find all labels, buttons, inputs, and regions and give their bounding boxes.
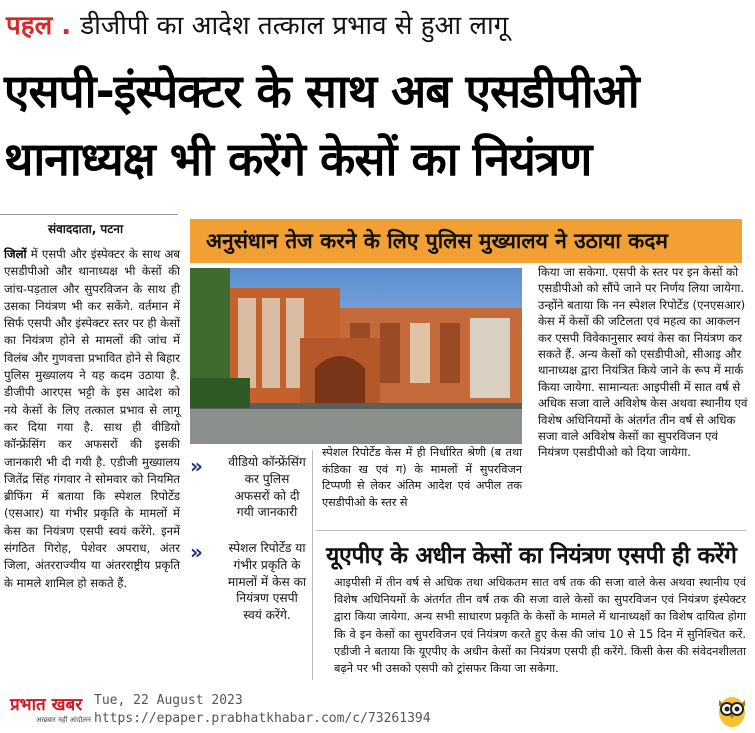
left-column (4, 246, 180, 592)
byline: संवाददाता, पटना (48, 222, 124, 236)
police-hq-photo (190, 268, 522, 444)
column-divider (312, 450, 313, 680)
chevron-right-icon: » (190, 454, 203, 478)
highlight-box-2 (190, 540, 308, 624)
left-column-body: में एसपी और इंस्पेक्टर के साथ अब एसडीपीओ और थानाध्यक्ष भी केसों की जांच-पड़ताल और सुपरविजन के साथ ही उसका नियंत्रण भी कर सकेंगे. वर्तमान में सिर्फ एसपी और इंस्पेक्टर स्तर पर ही केसों का नियंत्रण होने से मामलों की जांच में विलंब और गुणवत्ता प्रभावित होने से बिहार पुलिस मुख्यालय ने यह कदम उठाया है. डीजीपी आरएस भट्टी के इस आदेश को नये केसों के लिए तत्काल प्रभाव से लागू कर दिया गया है. साथ ही वीडियो कॉन्फ्रेंसिंग कर अफसरों की इसकी जानकारी भी दी गयी है. एडीजी मुख्यालय जितेंद्र सिंह गंगवार ने सोमवार को नियमित ब्रीफिंग में बताया कि स्पेशल रिपोर्टेड (एसआर) या गंभीर प्रकृति के मामलों में केस का नियंत्रण एसपी स्वयं करेंगे. इनमें संगठित गिरोह, पेशेवर अपराध, अंतर जिला, अंतरराज्यीय या अंतरराष्ट्रीय प्रकृति के मामले शामिल हो सकते हैं. (4, 247, 180, 590)
source-url[interactable]: https://epaper.prabhatkhabar.com/c/73261394 (94, 711, 431, 726)
section-banner: अनुसंधान तेज करने के लिए पुलिस मुख्यालय ने उठाया कदम (190, 219, 742, 263)
kicker-label: पहल . (6, 11, 72, 41)
divider (0, 214, 178, 215)
right-column: किया जा सकेगा. एसपी के स्तर पर इन केसों को एसडीपीओ को सौंपे जाने पर निर्णय लिया जायेगा. उन्होंने बताया कि नन स्पेशल रिपोर्टेड (एनएसआर) केस में केसों की जटिलता एवं महत्व का आकलन कर एसपी विवेकानुसार स्वयं केस का नियंत्रण कर सकते हैं. अन्य केसों को एसडीपीओ, सीआइ और थानाध्यक्ष द्वारा नियंत्रित किये जाने के रूप में मार्क किया जायेगा. सामान्यतः आइपीसी में सात वर्ष से अधिक सजा वाले अविशेष केस अथवा स्थानीय एवं विशेष अधिनियमों के अंतर्गत तीन वर्ष से अधिक सजा वाले अविशेष केसों का सुपरविजन एवं नियंत्रण एसडीपीओ को दिया जायेगा. (538, 265, 748, 460)
highlight-box-1 (190, 454, 308, 521)
headline-line-2: थानाध्यक्ष भी करेंगे केसों का नियंत्रण (4, 132, 592, 186)
photo-caption: स्पेशल रिपोर्टेड केस में ही निर्धारित श्रेणी (ब तथा कंडिका ख एवं ग) के मामलों में सुपरविजन टिप्पणी से लेकर अंतिम आदेश एवं अपील तक एसडीपीओ के स्तर से (322, 446, 522, 509)
lead-word: जिलों (4, 247, 27, 261)
owl-icon (716, 692, 748, 728)
brand-logo: प्रभात खबर (10, 695, 83, 715)
highlight-text: स्पेशल रिपोर्टेड या गंभीर प्रकृति के मामलों में केस का नियंत्रण एसपी स्वयं करेंगे. (227, 541, 307, 623)
publish-date: Tue, 22 August 2023 (94, 693, 243, 708)
bottom-article-text: आइपीसी में तीन वर्ष से अधिक तथा अधिकतम सात वर्ष तक की सजा वाले केस अथवा स्थानीय एवं विशेष अधिनियमों के अंतर्गत तीन वर्ष तक की सजा वाले केसों का सुपरविजन एवं नियंत्रण इंस्पेक्टर द्वारा किया जायेगा. अन्य सभी साधारण प्रकृति के केसों के मामले में थानाध्यक्षों का विशेष दायित्व होगा कि वे इन केसों का सुपरविजन एवं नियंत्रण करते हुए केस की जांच 10 से 15 दिन में सुनिश्चित करें. एडीजी ने बताया कि यूएपीए के अधीन केसों का नियंत्रण एसपी ही करेंगे. किसी केस की संवेदनशीलता बढ़ने पर भी उसको एसपी को ट्रांसफर किया जा सकेगा. (334, 576, 746, 676)
highlight-text: वीडियो कॉन्फ्रेंसिंग कर पुलिस अफसरों को दी गयी जानकारी (228, 455, 306, 520)
brand-tagline: अखबार नहीं आंदोलन (36, 716, 91, 724)
headline-line-1: एसपी-इंस्पेक्टर के साथ अब एसडीपीओ (4, 64, 639, 118)
chevron-right-icon: » (190, 540, 203, 564)
section-divider (316, 530, 746, 531)
kicker-text: डीजीपी का आदेश तत्काल प्रभाव से हुआ लागू (80, 11, 509, 41)
kicker (6, 6, 508, 42)
subheadline: यूएपीए के अधीन केसों का नियंत्रण एसपी ही करेंगे (326, 543, 737, 569)
